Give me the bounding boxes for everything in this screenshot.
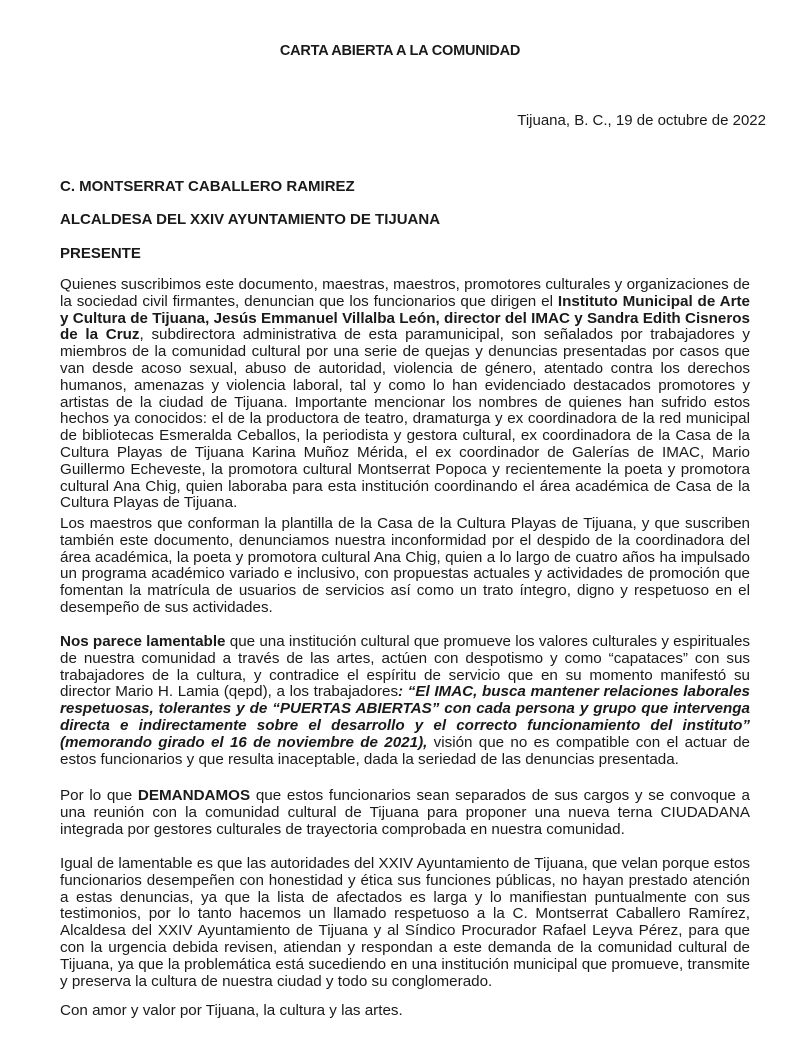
addressee-position: ALCALDESA DEL XXIV AYUNTAMIENTO DE TIJUANA — [60, 211, 441, 228]
text: que estos funcionarios sean separados de sus cargos y se convoque a una reunión con la comunidad cultural de Tijuana para proponer una nueva terna CIUDADANA integrada por gestores culturales de trayectoria comprobada en nuestra comunidad. — [60, 787, 750, 838]
text: Los maestros que conforman la plantilla de la Casa de la Cultura Playas de Tijuana, y que suscriben también este documento, denunciamos nuestra inconformidad por el despido de la coordinadora del área académica, la poeta y promotora cultural Ana Chig, quien a lo largo de cuatro años ha impulsado un programa académico variado e inclusivo, con propuestas actuales y actividades de promoción que fomentan la matrícula de usuarios de servicios así como un trato íntegro, digno y respetuoso en el desempeño de sus actividades. — [60, 515, 750, 616]
bold-text: Instituto Municipal de Arte y Cultura de Tijuana, Jesús Emmanuel Villalba León, director del IMAC y Sandra Edith Cisneros de la Cruz — [60, 292, 750, 344]
text: visión que no es compatible con el actuar de estos funcionarios y que resulta inaceptable, dada la seriedad de las denuncias presentada. — [60, 733, 750, 768]
text: que una institución cultural que promueve los valores culturales y espirituales de nuestra comunidad a través de las artes, actúen con despotismo y como “capataces” con sus trabajadores de la cultura, y contradice el espíritu de servicio que en su momento manifestó su director Mario H. Lamia (qepd), a los trabajadores — [60, 633, 750, 701]
paragraph-demand — [60, 788, 750, 838]
closing-line — [60, 1003, 750, 1020]
text: , subdirectora administrativa de esta paramunicipal, son señalados por trabajadores y miembros de la comunidad cultural por una serie de quejas y denuncias presentadas por casos que van desde acoso sexual, abuso de autoridad, violencia de género, atentado contra los derechos humanos, amenazas y violencia laboral, tal y como lo han evidenciado destacados promotores y artistas de la ciudad de Tijuana. Importante mencionar los nombres de quienes han sufrido estos hechos ya conocidos: el de la productora de teatro, dramaturga y ex coordinadora de la red municipal de bibliotecas Esmeralda Ceballos, la periodista y gestora cultural, ex coordinadora de la Casa de la Cultura Playas de Tijuana Karina Muñoz Mérida, el ex coordinador de Galerías de IMAC, Mario Guillermo Echeveste, la promotora cultural Montserrat Popoca y recientemente la poeta y promotora cultural Ana Chig, quien laboraba para esta institución coordinando el área académica de Casa de la Cultura Playas de Tijuana. — [60, 326, 750, 512]
paragraph-authorities — [60, 856, 750, 990]
paragraph-teachers — [60, 516, 750, 617]
paragraph-complaint — [60, 277, 750, 512]
text: Por lo que — [60, 787, 138, 804]
bold-text: DEMANDAMOS — [137, 787, 251, 804]
quote-text: : “El IMAC, busca mantener relaciones laborales respetuosas, tolerantes y de “PUERTAS ABIERTAS” con cada persona y grupo que intervenga directa e indirectamente sobre el desarrollo y el correcto funcionamiento del instituto” (memorando girado el 16 de noviembre de 2021), — [60, 683, 750, 751]
text: Con amor y valor por Tijuana, la cultura y las artes. — [60, 1002, 403, 1019]
paragraph-lamentable — [60, 634, 750, 768]
text: Quienes suscribimos este documento, maestras, maestros, promotores culturales y organizaciones de la sociedad civil firmantes, denuncian que los funcionarios que dirigen el — [60, 276, 750, 310]
bold-text: Nos parece lamentable — [60, 633, 226, 650]
text: Igual de lamentable es que las autoridades del XXIV Ayuntamiento de Tijuana, que velan porque estos funcionarios desempeñen con honestidad y ética sus funciones públicas, no hayan prestado atención a estas denuncias, ya que la lista de afectados es larga y lo manifiestan puntualmente con sus testimonios, por lo tanto hacemos un llamado respetuoso a la C. Montserrat Caballero Ramírez, Alcaldesa del XXIV Ayuntamiento de Tijuana y al Síndico Procurador Rafael Leyva Pérez, para que con la urgencia debida revisen, atiendan y respondan a este demanda de la comunidad cultural de Tijuana, ya que la problemática está sucediendo en una institución municipal que promueve, transmite y preserva la cultura de nuestra ciudad y todo su conglomerado. — [60, 855, 750, 990]
date-line: Tijuana, B. C., 19 de octubre de 2022 — [517, 112, 766, 129]
addressee-name: C. MONTSERRAT CABALLERO RAMIREZ — [60, 178, 355, 195]
salutation: PRESENTE — [60, 245, 141, 262]
document-title: CARTA ABIERTA A LA COMUNIDAD — [279, 43, 521, 59]
